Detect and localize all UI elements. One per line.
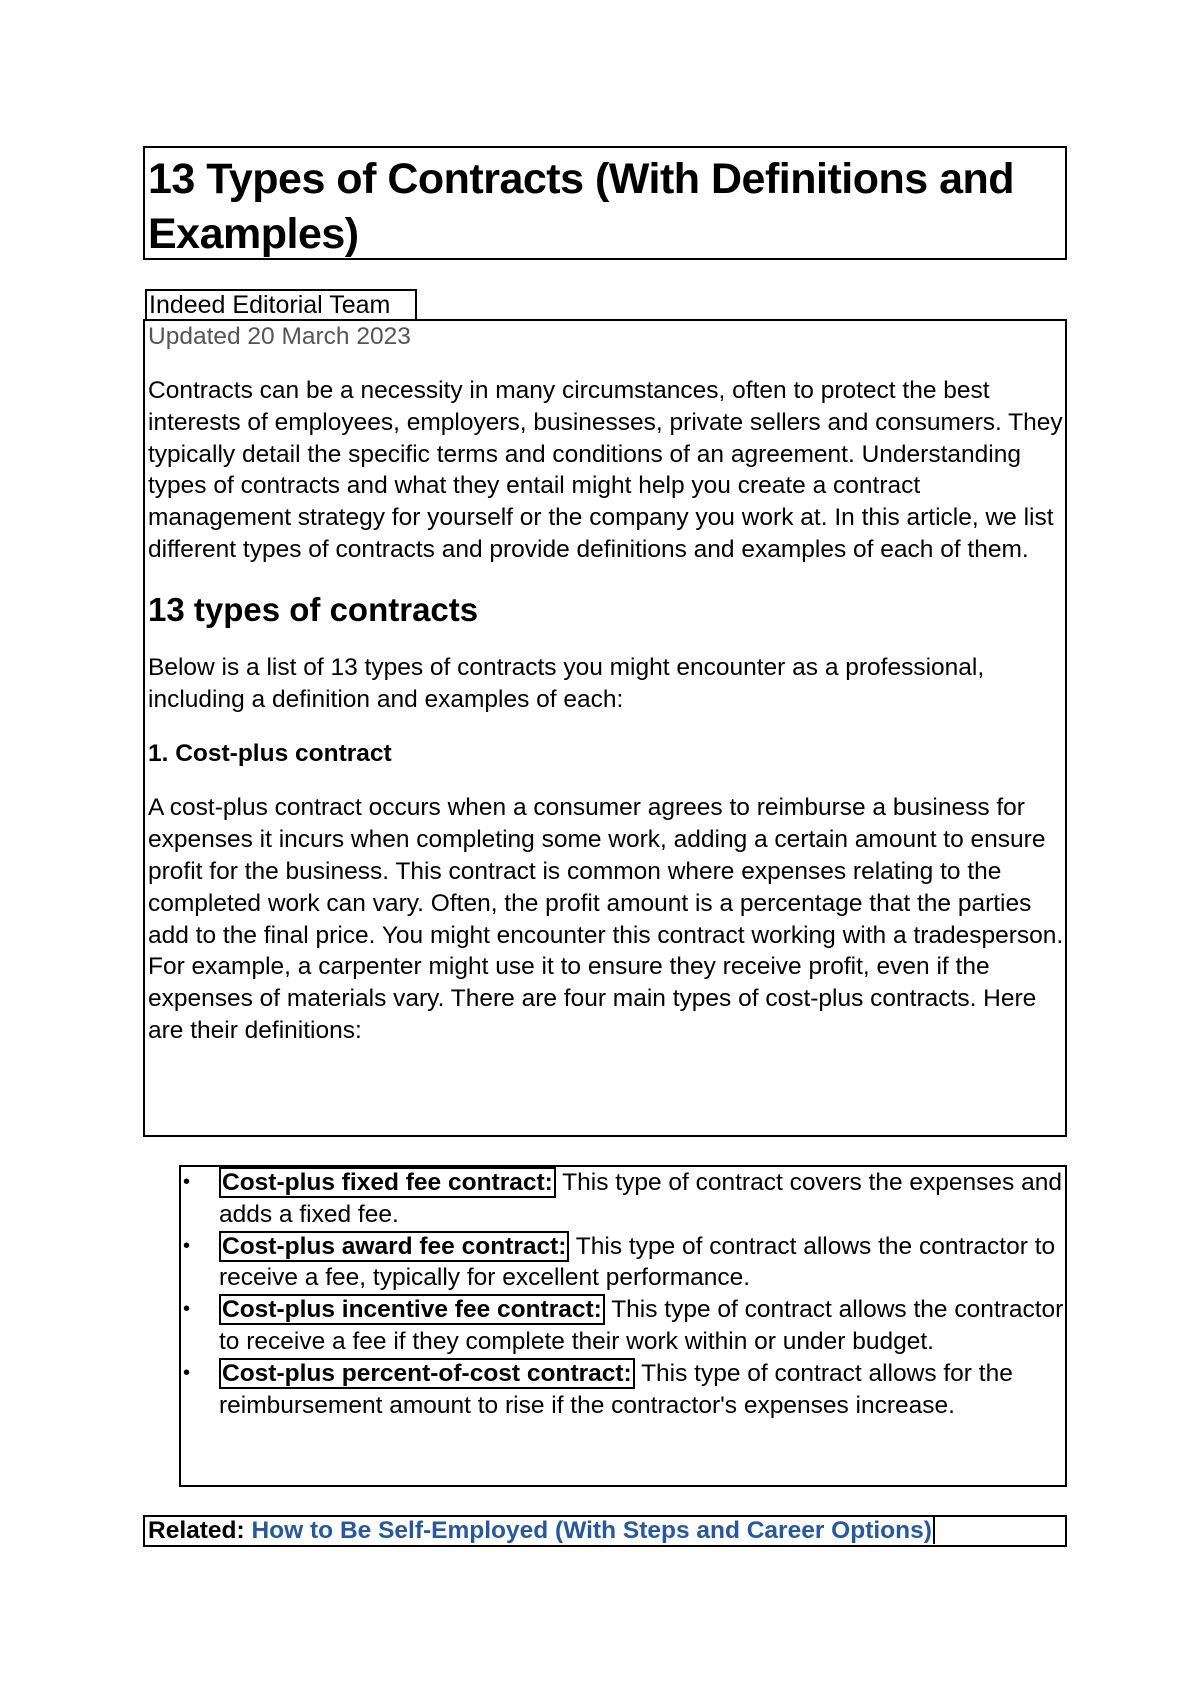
bullet-icon: •	[183, 1361, 191, 1384]
related-link[interactable]: How to Be Self-Employed (With Steps and Career Options)	[251, 1517, 934, 1544]
author-name[interactable]: Indeed Editorial Team	[149, 291, 391, 319]
list-item-text: This type of contract allows the contractor to receive a fee, typically for excellent performance.	[219, 1232, 1056, 1292]
cost-plus-list	[181, 1167, 1065, 1421]
related-box	[143, 1515, 1067, 1547]
list-item-text: This type of contract allows for the reimbursement amount to rise if the contractor's expenses increase.	[219, 1359, 1013, 1419]
list-item-text: This type of contract covers the expenses and adds a fixed fee.	[219, 1169, 1062, 1228]
title-box	[143, 146, 1067, 260]
list-item	[179, 1231, 1065, 1295]
list-item	[179, 1167, 1065, 1231]
author-box	[145, 289, 417, 321]
intro-paragraph: Contracts can be a necessity in many circumstances, often to protect the best interests of employees, employers, businesses, private sellers and consumers. They typically detail the specific terms and conditions of an agreement. Understanding types of contracts and what they entail might help you create a contract management strategy for yourself or the company you work at. In this article, we list different types of contracts and provide definitions and examples of each of them.	[148, 377, 1063, 563]
list-item	[179, 1294, 1065, 1358]
list-item-term: Cost-plus fixed fee contract:	[219, 1167, 556, 1198]
section-intro-paragraph: Below is a list of 13 types of contracts you might encounter as a professional, including a definition and examples of each:	[148, 653, 985, 713]
list-item-term: Cost-plus award fee contract:	[219, 1231, 569, 1262]
page-title: 13 Types of Contracts (With Definitions and Examples)	[148, 155, 1015, 258]
list-item-term: Cost-plus incentive fee contract:	[219, 1294, 605, 1325]
bullet-icon: •	[183, 1298, 191, 1321]
bullet-icon: •	[183, 1171, 191, 1193]
bullet-icon: •	[183, 1234, 191, 1257]
updated-date: Updated 20 March 2023	[148, 323, 411, 350]
related-label: Related:	[148, 1517, 245, 1544]
cost-plus-list-box	[179, 1165, 1067, 1487]
item-heading: 1. Cost-plus contract	[148, 740, 392, 768]
list-item-term: Cost-plus percent-of-cost contract:	[219, 1358, 635, 1389]
list-item-text: This type of contract allows the contractor to receive a fee if they complete their work within or under budget.	[219, 1296, 1064, 1355]
item-body-paragraph: A cost-plus contract occurs when a consumer agrees to reimburse a business for expenses it incurs when completing some work, adding a certain amount to ensure profit for the business. This contract is common where expenses relating to the completed work can vary. Often, the profit amount is a percentage that the parties add to the final price. You might encounter this contract working with a tradesperson. For example, a carpenter might use it to ensure they receive profit, even if the expenses of materials vary. There are four main types of cost-plus contracts. Here are their definitions:	[148, 794, 1064, 1044]
section-heading: 13 types of contracts	[148, 590, 479, 628]
article-body	[143, 319, 1067, 1137]
list-item	[179, 1358, 1065, 1422]
